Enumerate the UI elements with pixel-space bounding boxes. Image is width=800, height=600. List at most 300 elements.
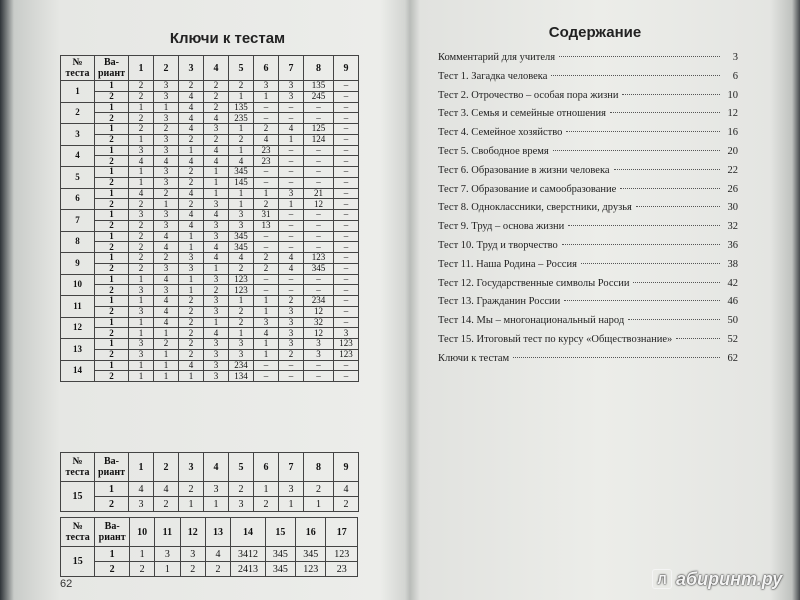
answer-cell: 1 [204,188,229,199]
answer-cell: 4 [205,547,230,562]
variant-cell: 2 [95,134,129,145]
variant-cell: 2 [95,371,129,382]
answer-cell: 3 [229,210,254,221]
toc-entry-page: 52 [727,333,738,345]
answer-keys-table-main [60,55,359,382]
column-header: № теста [61,453,95,482]
answer-cell: – [279,274,304,285]
toc-leader-dots [559,56,720,57]
answer-cell: 1 [279,199,304,210]
answer-cell: 4 [129,156,154,167]
answer-cell: – [334,306,359,317]
test-number-cell: 1 [61,81,95,103]
answer-cell: 234 [229,360,254,371]
answer-cell: 123 [229,274,254,285]
table-row [61,360,359,371]
answer-cell: – [254,371,279,382]
variant-cell: 2 [95,349,129,360]
answer-cell: 4 [204,242,229,253]
watermark-logo [652,566,792,592]
answer-cell: 4 [279,263,304,274]
answer-cell: 134 [229,371,254,382]
variant-cell: 2 [95,306,129,317]
answer-cell: 2 [154,253,179,264]
answer-cell: 1 [129,328,154,339]
column-header: Ва-риант [95,518,129,547]
answer-cell: 345 [229,167,254,178]
toc-entry [438,259,738,278]
table-row [61,482,359,497]
answer-cell: 2 [229,81,254,92]
answer-cell: – [304,242,334,253]
table-row [61,562,358,577]
answer-cell: 2 [154,124,179,135]
test-number-cell: 15 [61,482,95,512]
answer-cell: 234 [304,296,334,307]
table-row [61,349,359,360]
answer-cell: – [279,167,304,178]
column-header: № теста [61,518,95,547]
column-header: 1 [129,56,154,81]
answer-cell: 1 [254,482,279,497]
answer-cell: – [254,360,279,371]
table-row [61,81,359,92]
answer-cell: – [279,242,304,253]
column-header: 3 [179,56,204,81]
toc-entry [438,90,738,109]
column-header: 4 [204,453,229,482]
answer-cell: 12 [304,328,334,339]
answer-cell: 4 [229,156,254,167]
answer-cell: 4 [154,296,179,307]
toc-leader-dots [614,169,720,170]
variant-cell: 2 [95,199,129,210]
answer-cell: 1 [229,296,254,307]
answer-cell: – [279,113,304,124]
answer-keys-table-test15-part1 [60,452,359,512]
toc-entry-label: Тест 4. Семейное хозяйство [438,127,563,139]
answer-cell: 2 [205,562,230,577]
answer-cell: 245 [304,91,334,102]
answer-cell: 2 [179,296,204,307]
answer-cell: – [279,371,304,382]
variant-cell: 1 [95,210,129,221]
answer-cell: – [304,177,334,188]
column-header: 6 [254,56,279,81]
answer-cell: 123 [304,253,334,264]
table-row [61,296,359,307]
table-row [61,91,359,102]
answer-cell: 2 [334,497,359,512]
variant-cell: 1 [95,360,129,371]
toc-entry-label: Тест 13. Гражданин России [438,296,561,308]
answer-cell: 4 [204,156,229,167]
answer-cell: – [334,81,359,92]
variant-cell: 2 [95,220,129,231]
variant-cell: 1 [95,296,129,307]
column-header: 9 [334,453,359,482]
answer-cell: 123 [334,339,359,350]
answer-cell: 135 [229,102,254,113]
column-header: 13 [205,518,230,547]
answer-cell: – [304,102,334,113]
answer-cell: 1 [179,274,204,285]
answer-cell: 12 [304,199,334,210]
answer-cell: – [334,242,359,253]
answer-cell: 4 [154,482,179,497]
toc-entry-page: 16 [727,127,738,139]
answer-cell: 2 [179,339,204,350]
toc-leader-dots [636,206,720,207]
answer-cell: – [304,113,334,124]
answer-cell: 3 [254,81,279,92]
answer-cell: 1 [179,242,204,253]
answer-cell: 2413 [231,562,265,577]
answer-cell: 1 [204,497,229,512]
answer-cell: 123 [334,349,359,360]
answer-cell: 3 [229,339,254,350]
answer-cell: 3 [204,306,229,317]
answer-cell: – [279,177,304,188]
answer-cell: 2 [129,81,154,92]
answer-cell: – [334,177,359,188]
answer-cell: 4 [154,306,179,317]
answer-cell: 2 [179,167,204,178]
answer-cell: 3 [154,167,179,178]
answer-cell: 1 [154,102,179,113]
answer-cell: 13 [254,220,279,231]
answer-cell: 124 [304,134,334,145]
variant-cell: 1 [95,317,129,328]
answer-cell: – [334,156,359,167]
answer-cell: 345 [229,242,254,253]
answer-cell: – [254,285,279,296]
column-header: Ва-риант [95,56,129,81]
table-row [61,339,359,350]
test-number-cell: 8 [61,231,95,253]
answer-cell: 2 [304,482,334,497]
toc-entry-label: Тест 2. Отрочество – особая пора жизни [438,89,619,101]
toc-entry [438,353,738,372]
right-page [420,0,770,600]
answer-cell: – [334,231,359,242]
answer-cell: 3 [334,328,359,339]
answer-cell: 4 [154,274,179,285]
answer-cell: – [304,220,334,231]
answer-cell: 2 [129,199,154,210]
test-number-cell: 9 [61,253,95,275]
answer-cell: 4 [129,188,154,199]
toc-leader-dots [551,75,720,76]
answer-cell: 2 [179,306,204,317]
answer-cell: – [334,167,359,178]
answer-cell: 4 [334,482,359,497]
contents-title: Содержание [548,24,642,41]
answer-cell: 1 [204,167,229,178]
toc-entry [438,52,738,71]
toc-entry-label: Тест 5. Свободное время [438,145,549,157]
answer-cell: 3 [279,328,304,339]
answer-cell: 3 [204,482,229,497]
answer-cell: 345 [296,547,326,562]
toc-leader-dots [622,94,720,95]
answer-cell: 2 [254,253,279,264]
answer-cell: 1 [154,349,179,360]
answer-cell: 2 [254,124,279,135]
answer-cell: – [279,210,304,221]
answer-cell: 4 [179,188,204,199]
variant-cell: 1 [95,188,129,199]
answer-cell: 2 [204,285,229,296]
toc-entry-label: Тест 9. Труд – основа жизни [438,221,565,233]
answer-cell: 1 [179,231,204,242]
answer-cell: 1 [179,145,204,156]
answer-cell: 1 [279,134,304,145]
labirint-logo-icon: Л [652,569,672,589]
left-page [50,0,405,600]
answer-cell: 3 [154,285,179,296]
answer-cell: 345 [265,547,295,562]
answer-cell: 1 [129,371,154,382]
table-row [61,113,359,124]
answer-cell: 3 [204,199,229,210]
answer-cell: – [334,371,359,382]
answer-cell: 2 [129,231,154,242]
answer-cell: 1 [129,177,154,188]
answer-cell: 3 [204,220,229,231]
answer-cell: – [254,177,279,188]
toc-entry-label: Тест 15. Итоговый тест по курсу «Обществознание» [438,333,673,345]
answer-cell: 2 [179,349,204,360]
toc-entry-label: Тест 7. Образование и самообразование [438,183,617,195]
table-row [61,177,359,188]
answer-cell: 3 [154,177,179,188]
answer-cell: 2 [229,482,254,497]
answer-cell: 2 [179,317,204,328]
toc-entry [438,146,738,165]
answer-cell: 4 [179,220,204,231]
answer-cell: 1 [129,296,154,307]
test-number-cell: 14 [61,360,95,382]
watermark-text: абиринт.ру [676,568,783,589]
answer-cell: 1 [229,199,254,210]
toc-leader-dots [568,225,720,226]
answer-cell: – [304,360,334,371]
answer-cell: 3 [154,145,179,156]
answer-cell: 3 [279,91,304,102]
answer-cell: – [304,274,334,285]
answer-cell: 3 [180,547,205,562]
answer-cell: 2 [129,562,154,577]
column-header: 15 [265,518,295,547]
column-header: 2 [154,56,179,81]
answer-cell: 2 [254,263,279,274]
toc-entry-page: 62 [727,352,738,364]
answer-cell: 1 [129,547,154,562]
column-header: 9 [334,56,359,81]
toc-entry-page: 38 [727,258,738,270]
toc-entry-label: Тест 3. Семья и семейные отношения [438,108,606,120]
answer-cell: 4 [154,156,179,167]
answer-cell: 4 [154,231,179,242]
answer-cell: – [254,242,279,253]
toc-entry-page: 36 [727,239,738,251]
answer-cell: 3 [229,349,254,360]
toc-entry [438,184,738,203]
column-header: 2 [154,453,179,482]
answer-cell: 1 [179,371,204,382]
variant-cell: 2 [95,285,129,296]
column-header: 12 [180,518,205,547]
answer-cell: 4 [129,482,154,497]
answer-cell: 1 [154,360,179,371]
answer-cell: 4 [179,156,204,167]
answer-cell: 2 [129,253,154,264]
answer-cell: 4 [254,328,279,339]
answer-cell: – [279,285,304,296]
answer-cell: 4 [179,210,204,221]
toc-leader-dots [513,357,720,358]
answer-cell: 1 [254,188,279,199]
answer-cell: 4 [179,360,204,371]
test-number-cell: 5 [61,167,95,189]
answer-cell: – [334,113,359,124]
answer-cell: 1 [179,497,204,512]
answer-cell: 145 [229,177,254,188]
answer-cell: 235 [229,113,254,124]
toc-leader-dots [610,112,720,113]
answer-keys-title: Ключи к тестам [169,30,286,47]
answer-cell: 2 [254,199,279,210]
page-number: 62 [60,578,73,590]
test-number-cell: 6 [61,188,95,210]
column-header: 17 [326,518,358,547]
variant-cell: 2 [95,562,129,577]
toc-entry [438,202,738,221]
answer-cell: – [304,210,334,221]
table-row [61,156,359,167]
answer-cell: – [334,188,359,199]
answer-cell: 3 [229,220,254,231]
answer-cell: 3 [129,497,154,512]
toc-entry-page: 12 [727,108,738,120]
answer-cell: – [279,102,304,113]
answer-cell: – [334,296,359,307]
column-header: 8 [304,56,334,81]
answer-cell: 1 [179,285,204,296]
answer-cell: 4 [204,328,229,339]
answer-cell: 2 [154,339,179,350]
answer-cell: 1 [279,497,304,512]
table-row [61,242,359,253]
answer-cell: 3 [204,339,229,350]
answer-cell: – [304,167,334,178]
column-header: 5 [229,56,254,81]
answer-cell: – [334,199,359,210]
answer-cell: 2 [279,296,304,307]
answer-cell: 2 [179,134,204,145]
table-row [61,199,359,210]
table-row [61,167,359,178]
toc-leader-dots [676,338,720,339]
toc-entry [438,71,738,90]
column-header: 1 [129,453,154,482]
table-row [61,371,359,382]
answer-cell: 135 [304,81,334,92]
table-row [61,274,359,285]
answer-cell: – [304,285,334,296]
answer-cell: – [304,231,334,242]
answer-cell: 2 [154,188,179,199]
answer-cell: 3 [204,349,229,360]
variant-cell: 2 [95,113,129,124]
toc-entry-label: Тест 11. Наша Родина – Россия [438,258,577,270]
toc-entry-page: 20 [727,145,738,157]
answer-cell: 1 [229,91,254,102]
table-row [61,317,359,328]
variant-cell: 1 [95,145,129,156]
answer-cell: 3 [154,220,179,231]
answer-cell: – [334,317,359,328]
answer-cell: 4 [204,145,229,156]
table-row [61,306,359,317]
variant-cell: 1 [95,274,129,285]
toc-entry-label: Ключи к тестам [438,352,510,364]
answer-cell: 4 [279,253,304,264]
test-number-cell: 3 [61,124,95,146]
answer-cell: 4 [179,91,204,102]
answer-cell: 1 [155,562,180,577]
variant-cell: 1 [95,339,129,350]
answer-cell: 2 [204,81,229,92]
answer-cell: 3 [129,145,154,156]
toc-entry-label: Тест 6. Образование в жизни человека [438,164,610,176]
table-row [61,285,359,296]
answer-cell: 2 [204,134,229,145]
answer-cell: 4 [154,242,179,253]
table-row [61,231,359,242]
toc-entry-page: 26 [727,183,738,195]
answer-cell: 1 [229,124,254,135]
column-header: 3 [179,453,204,482]
answer-cell: – [334,253,359,264]
answer-cell: – [334,145,359,156]
table-of-contents [438,52,738,372]
toc-entry-label: Тест 8. Одноклассники, сверстники, друзья [438,202,632,214]
toc-leader-dots [553,150,720,151]
answer-cell: 4 [179,124,204,135]
answer-cell: – [254,231,279,242]
variant-cell: 2 [95,497,129,512]
answer-cell: 123 [229,285,254,296]
variant-cell: 1 [95,231,129,242]
answer-cell: 3 [154,81,179,92]
answer-cell: 2 [179,199,204,210]
table-row [61,220,359,231]
answer-cell: 1 [154,371,179,382]
answer-cell: 1 [254,306,279,317]
answer-cell: 2 [129,91,154,102]
answer-cell: 2 [129,220,154,231]
answer-cell: 3 [129,339,154,350]
answer-cell: 4 [154,317,179,328]
table-row [61,124,359,135]
answer-cell: 3 [204,371,229,382]
answer-cell: 1 [254,339,279,350]
answer-cell: 1 [154,328,179,339]
answer-cell: 3 [279,317,304,328]
table-row [61,134,359,145]
